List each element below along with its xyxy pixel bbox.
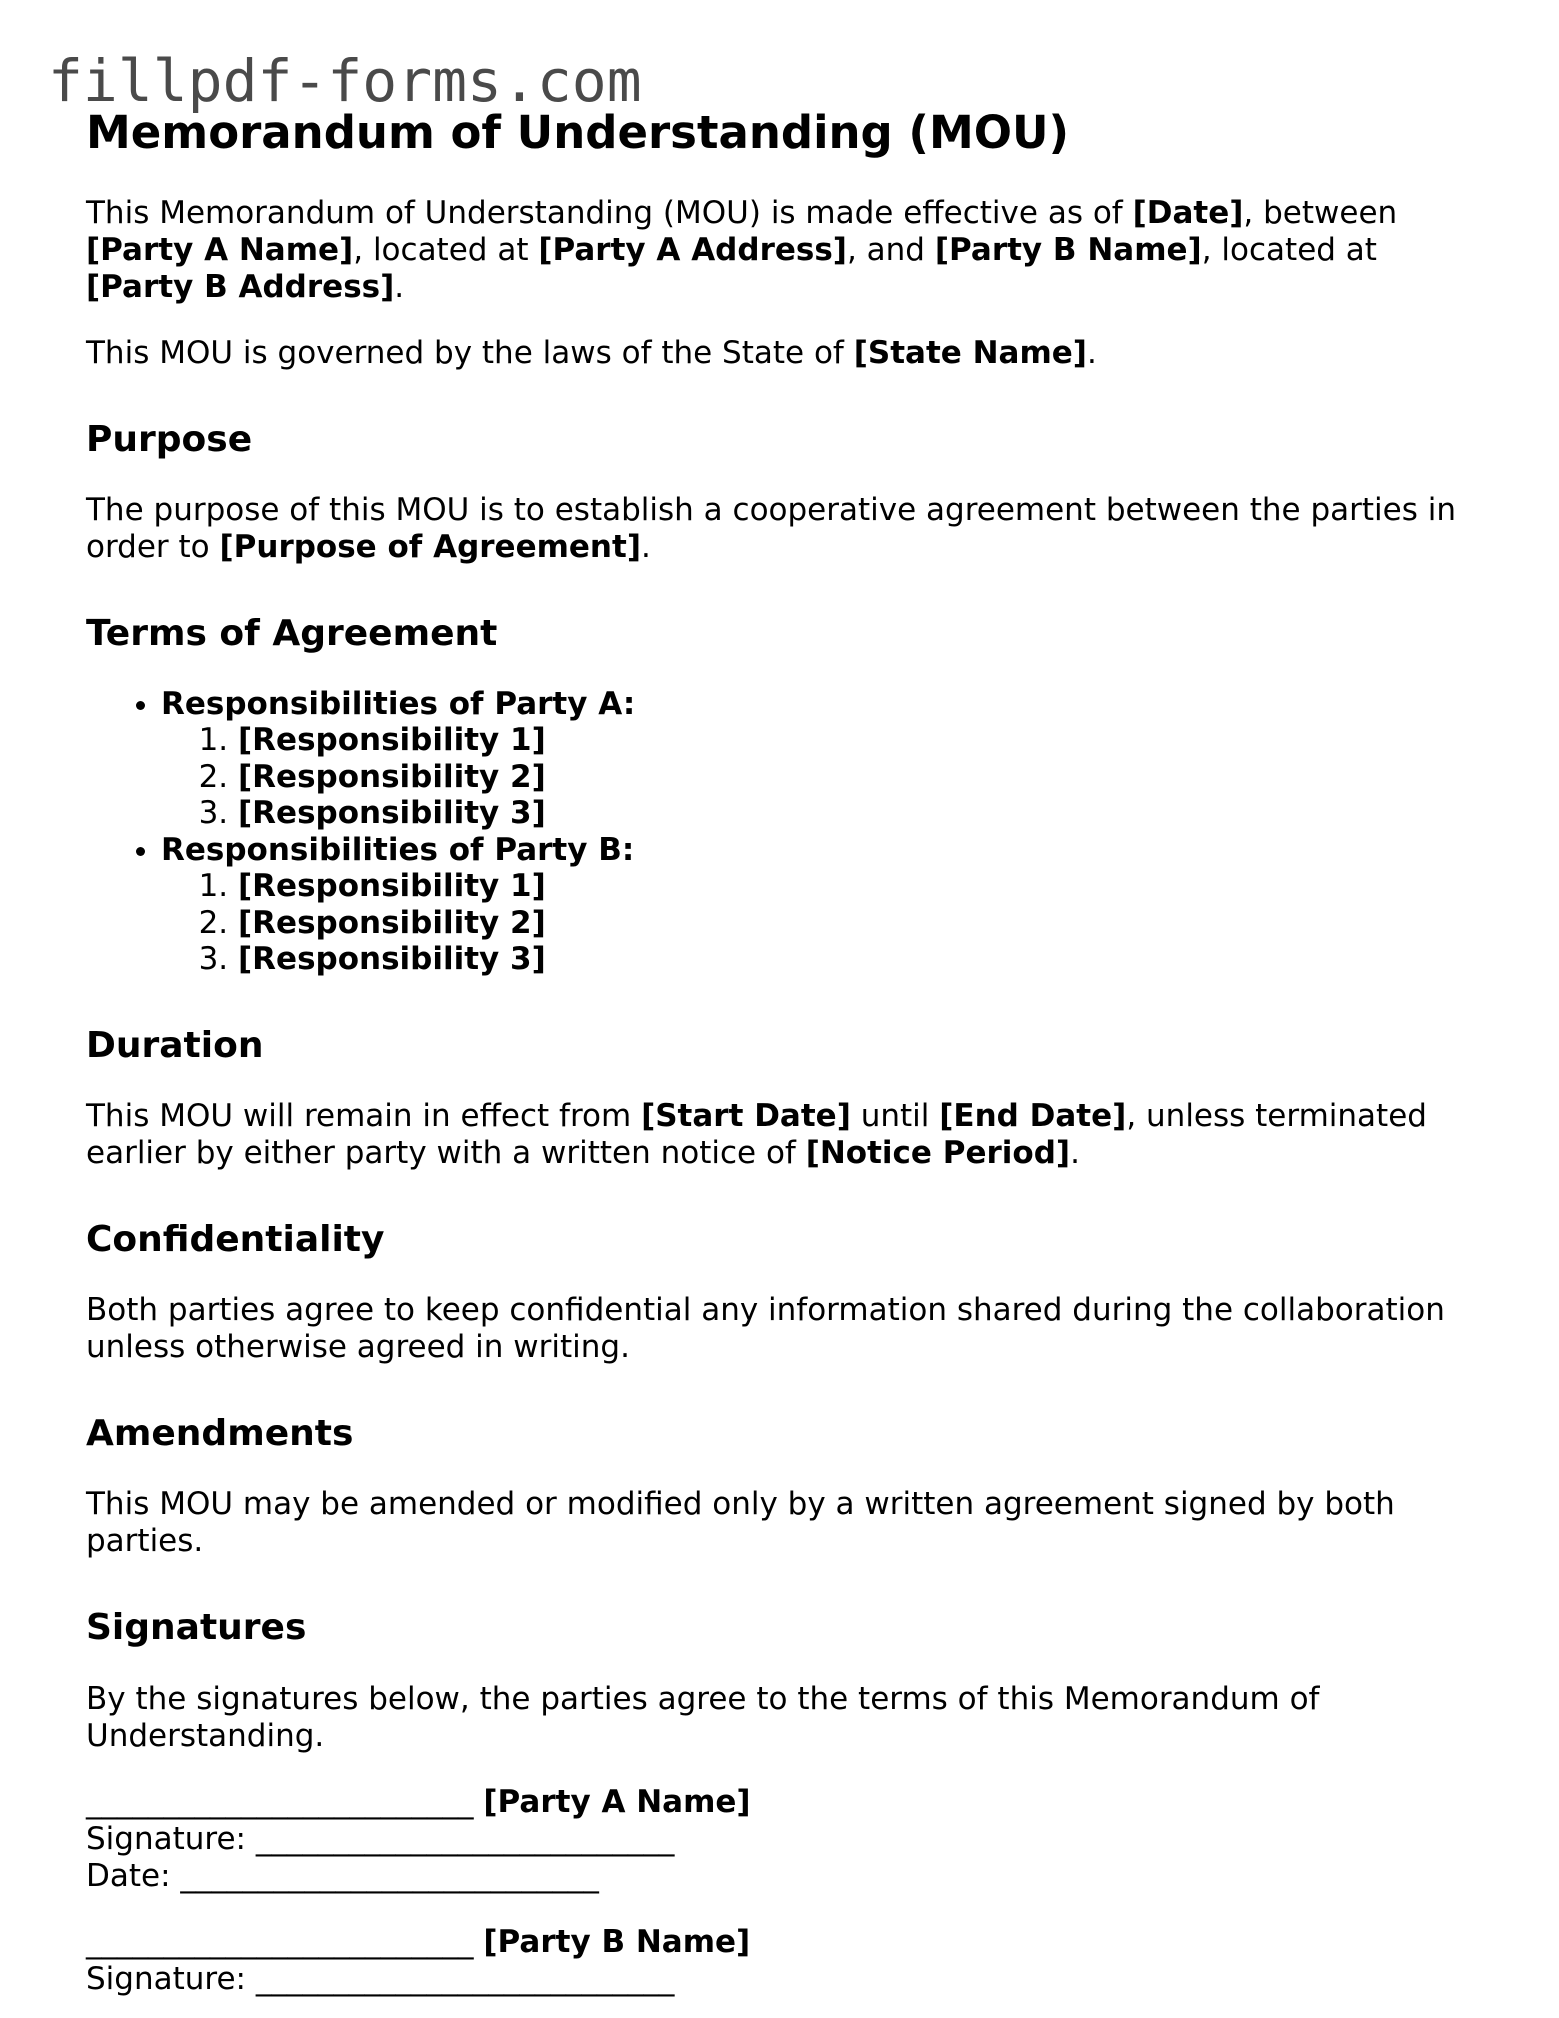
confidentiality-paragraph: Both parties agree to keep confidential any information shared during the collaboration unless otherwise agreed in writing. [86,1292,1445,1366]
party-b-address-placeholder: [Party B Address] [86,268,395,305]
party-a-name-placeholder: [Party A Name] [86,231,354,268]
party-b-name-line [86,1924,1486,1961]
list-item: 2. [Responsibility 2] [238,759,1486,796]
party-a-name-blank[interactable]: _________________________ [86,1783,474,1820]
duration-paragraph [86,1098,1486,1172]
duration-text-3: , unless terminated earlier by either party with a written notice of [86,1098,1427,1172]
amendments-paragraph: This MOU may be amended or modified only by a written agreement signed by both parties. [86,1486,1395,1560]
list-item: 1. [Responsibility 1] [238,722,1486,759]
intro-paragraph [86,195,1486,306]
notice-period-placeholder: [Notice Period] [805,1135,1071,1172]
party-b-signature-blank[interactable]: ___________________________ [255,1960,675,1997]
party-b-name-blank[interactable]: _________________________ [86,1923,474,1960]
party-b-signature-line [86,1961,1486,1998]
party-b-responsibilities-label: Responsibilities of Party B: [161,831,635,868]
party-b-responsibilities-list [161,868,1486,978]
document-page [86,108,1486,1998]
party-a-address-placeholder: [Party A Address] [538,231,847,268]
party-a-name-line [86,1784,1486,1821]
intro-text-1: This Memorandum of Understanding (MOU) is made effective as of [86,194,1133,231]
spacer [86,1895,1486,1924]
purpose-placeholder: [Purpose of Agreement] [219,528,641,565]
list-item [161,686,1486,832]
party-b-name-placeholder: [Party B Name] [934,231,1202,268]
signatures-heading: Signatures [86,1607,307,1649]
watermark-text: fillpdf-forms.com [48,47,642,115]
party-a-signature-blank[interactable]: ___________________________ [255,1820,675,1857]
purpose-text-1: The purpose of this MOU is to establish a cooperative agreement between the parties in order to [86,491,1456,565]
governing-law-paragraph [86,335,1486,372]
list-item: 3. [Responsibility 3] [238,941,1486,978]
intro-text-4: , and [846,231,935,268]
start-date-placeholder: [Start Date] [641,1098,851,1135]
governing-text-2: . [1086,334,1097,371]
party-a-signature-line [86,1821,1486,1858]
duration-text-4: . [1070,1135,1080,1172]
amendments-heading: Amendments [86,1413,354,1455]
state-name-placeholder: [State Name] [853,334,1087,371]
signature-label: Signature: [86,1960,256,1997]
terms-list [86,686,1486,978]
list-item: 1. [Responsibility 1] [238,868,1486,905]
end-date-placeholder: [End Date] [939,1098,1127,1135]
party-a-responsibilities-list [161,722,1486,832]
date-label: Date: [86,1857,181,1894]
duration-heading: Duration [86,1024,264,1066]
signature-block-party-a [86,1784,1486,1895]
signatures-paragraph: By the signatures below, the parties agree to the terms of this Memorandum of Understanding. [86,1680,1320,1754]
party-a-date-blank[interactable]: ___________________________ [180,1857,599,1894]
terms-heading: Terms of Agreement [86,612,498,654]
party-a-responsibilities-label: Responsibilities of Party A: [161,685,636,722]
purpose-text-2: . [640,528,651,565]
party-b-name-label: [Party B Name] [483,1923,751,1960]
purpose-paragraph [86,492,1486,566]
party-a-date-line [86,1858,1486,1895]
list-item: 2. [Responsibility 2] [238,905,1486,942]
intro-text-5: , located at [1201,231,1377,268]
party-a-name-label: [Party A Name] [483,1783,751,1820]
governing-text-1: This MOU is governed by the laws of the State of [86,334,854,371]
signature-label: Signature: [86,1820,256,1857]
document-title: Memorandum of Understanding (MOU) [86,106,1070,159]
intro-text-3: , located at [353,231,539,268]
intro-text-6: . [394,268,405,305]
intro-text-2: , between [1243,194,1398,231]
list-item: 3. [Responsibility 3] [238,795,1486,832]
duration-text-1: This MOU will remain in effect from [86,1098,642,1135]
purpose-heading: Purpose [86,418,253,460]
list-item [161,832,1486,978]
duration-text-2: until [850,1098,940,1135]
signature-block-party-b [86,1924,1486,1998]
date-placeholder: [Date] [1132,194,1244,231]
confidentiality-heading: Confidentiality [86,1219,385,1261]
